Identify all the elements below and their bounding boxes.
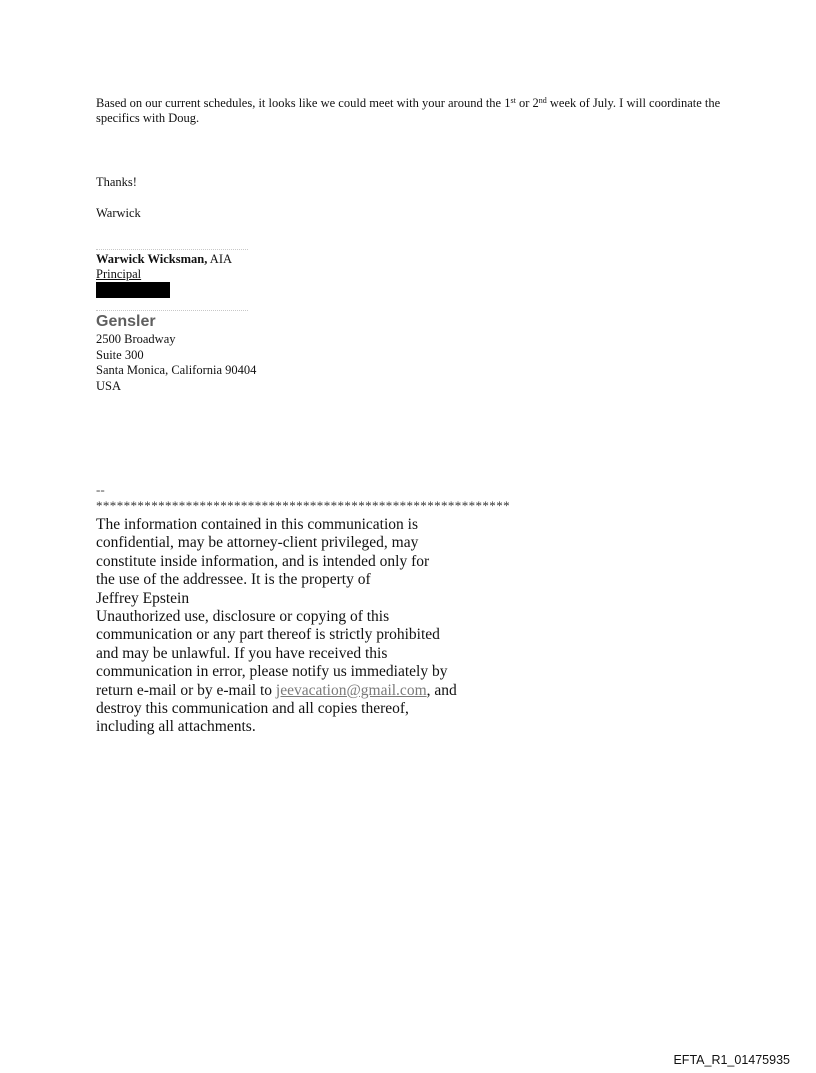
disclaimer-line: Jeffrey Epstein: [96, 589, 190, 607]
thanks-line: Thanks!: [96, 175, 137, 189]
disclaimer-line: The information contained in this communication is: [96, 516, 418, 533]
address-line: 2500 Broadway: [96, 332, 176, 346]
ordinal-suffix-nd: nd: [538, 96, 547, 105]
disclaimer-line: constitute inside information, and is intended only for: [96, 552, 430, 570]
redaction-block: [96, 282, 170, 298]
signature-divider-bottom: [96, 310, 248, 311]
document-id: EFTA_R1_01475935: [673, 1053, 790, 1067]
signature-credential: AIA: [207, 252, 233, 266]
disclaimer-line: including all attachments.: [96, 718, 256, 736]
signature-separator-dashes: --: [96, 482, 105, 497]
disclaimer-line: communication or any part thereof is strictly prohibited: [96, 626, 440, 644]
disclaimer-line: and may be unlawful. If you have received this: [96, 644, 388, 662]
ordinal-suffix-st: st: [510, 96, 516, 105]
company-address: [96, 332, 256, 394]
signature-name: Warwick Wicksman,: [96, 252, 208, 266]
address-line: Santa Monica, California 90404: [96, 363, 257, 377]
disclaimer-return-prefix: return e-mail or by e-mail to: [96, 681, 276, 699]
separator-asterisks: ************************************************************: [96, 498, 510, 513]
company-name: Gensler: [96, 313, 156, 330]
body-text-2: or 2: [515, 96, 539, 110]
disclaimer-line: destroy this communication and all copies thereof,: [96, 700, 409, 718]
signature-divider-top: [96, 249, 248, 250]
disclaimer-line: communication in error, please notify us immediately by: [96, 663, 448, 681]
signature-name-line: [96, 252, 232, 267]
disclaimer-line: Unauthorized use, disclosure or copying of this: [96, 608, 390, 626]
disclaimer-line: the use of the addressee. It is the property of: [96, 571, 371, 589]
body-text-1: Based on our current schedules, it looks like we could meet with your around the 1: [96, 96, 511, 110]
disclaimer-return-suffix: , and: [426, 681, 457, 699]
confidentiality-disclaimer: [96, 516, 476, 737]
body-text-3: week of July. I will coordinate the specifics with Doug.: [96, 96, 721, 125]
disclaimer-line: confidential, may be attorney-client privileged, may: [96, 534, 419, 552]
address-line: Suite 300: [96, 347, 144, 362]
disclaimer-email-line: [96, 682, 476, 700]
signature-title: Principal: [96, 267, 142, 281]
email-link[interactable]: jeevacation@gmail.com: [275, 681, 427, 699]
address-line: USA: [96, 378, 122, 393]
signoff-name: Warwick: [96, 206, 141, 220]
message-body: [96, 96, 736, 126]
